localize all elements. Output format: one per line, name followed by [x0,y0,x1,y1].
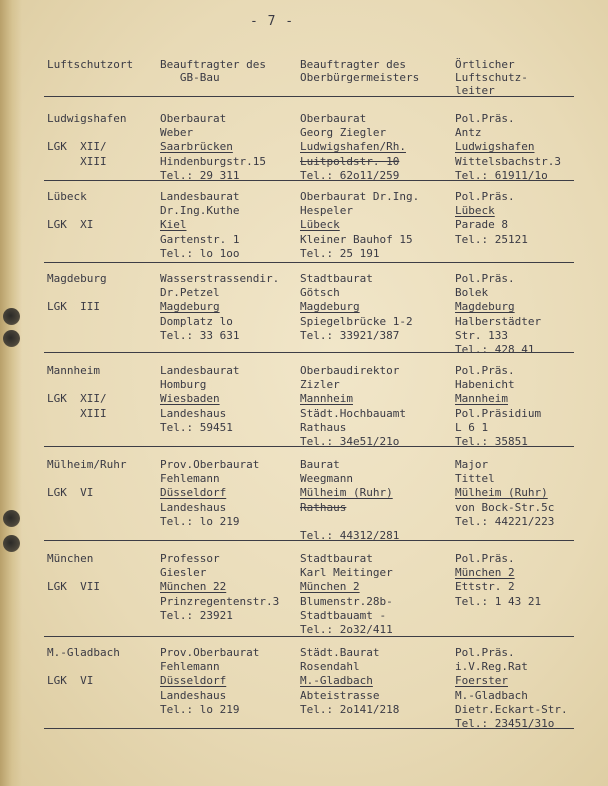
cell-line: Homburg [160,378,207,392]
punch-hole [3,330,20,347]
header-rule [44,96,574,97]
cell-line: Pol.Präs. [455,646,515,659]
cell-lsl [455,364,541,449]
cell-line: Prov.Oberbaurat [160,646,260,659]
cell-line: M.-Gladbach [47,646,120,659]
cell-line: i.V.Reg.Rat [455,660,528,674]
cell-line: Ludwigshafen/Rh. [300,140,406,154]
cell-line: Saarbrücken [160,140,233,154]
cell-line: M.-Gladbach [300,674,373,688]
page-number: - 7 - [250,14,295,29]
cell-line: Rathaus [300,420,347,434]
cell-line: Dietr.Eckart-Str. [455,702,568,716]
cell-line: Tel.: 33921/387 [300,328,400,342]
cell-line: Tel.: 61911/1o [455,168,548,182]
cell-line: Magdeburg [47,272,107,285]
header-luftschutzleiter: Örtlicher Luftschutz- leiter [455,58,528,97]
cell-line: Tel.: 23451/31o [455,717,555,731]
cell-line: Landeshaus [160,406,227,420]
cell-line: Bolek [455,286,489,300]
cell-line: Magdeburg [300,300,360,314]
cell-place [47,552,100,595]
cell-line: Parade 8 [455,218,508,232]
cell-lsl [455,646,568,731]
cell-line: Stadtbaurat [300,552,373,565]
cell-line: von Bock-Str.5c [455,500,555,514]
cell-line [47,286,107,300]
cell-line: Halberstädter [455,314,542,328]
cell-line: Tel.: 34e51/21o [300,435,400,449]
cell-gb-bau [160,272,279,343]
cell-line: LGK XI [47,218,94,232]
cell-gb-bau [160,190,239,261]
cell-ob [300,112,406,183]
cell-line: Ludwigshafen [47,112,127,125]
cell-line [47,566,100,580]
cell-gb-bau [160,552,279,623]
cell-line: LGK VII [47,580,100,594]
cell-place [47,364,107,421]
cell-line: Oberbaurat [300,112,367,125]
cell-line: Tel.: 1 43 21 [455,594,542,608]
cell-line: Tel.: 44312/281 [300,529,400,543]
row-divider [44,352,574,353]
cell-line: XIII [47,154,107,168]
cell-line: Spiegelbrücke 1-2 [300,314,413,328]
cell-line: Str. 133 [455,328,508,342]
cell-line: Rosendahl [300,660,360,674]
cell-line: Wiesbaden [160,392,220,406]
cell-line: Prinzregentenstr.3 [160,594,280,608]
header-oberbuergermeister: Beauftragter des Oberbürgermeisters [300,58,420,84]
cell-lsl [455,272,541,357]
cell-line: Tel.: 29 311 [160,168,240,182]
cell-ob [300,552,393,637]
cell-line: Karl Meitinger [300,566,393,580]
cell-line: LGK VI [47,674,94,688]
cell-ob [300,272,413,343]
cell-line: Lübeck [300,218,340,232]
row-divider [44,446,574,447]
row-divider [44,262,574,263]
cell-gb-bau [160,112,266,183]
cell-line: Tel.: 428 41 [455,343,535,357]
cell-line: Mannheim [455,392,508,406]
cell-place [47,190,93,233]
cell-gb-bau [160,364,239,435]
cell-line: Tel.: lo 1oo [160,246,240,260]
cell-line: Kiel [160,218,187,232]
cell-line: Lübeck [455,204,495,218]
cell-line: Pol.Präs. [455,552,515,565]
cell-line [47,378,107,392]
row-divider [44,540,574,541]
cell-line: Lübeck [47,190,87,203]
cell-line: Weber [160,126,194,140]
cell-place [47,112,126,169]
cell-ob [300,646,399,717]
cell-line: Luitpoldstr. 10 [300,154,400,168]
binding-edge [0,0,22,786]
cell-line: Wasserstrassendir. [160,272,280,285]
cell-line: Tel.: 2o32/411 [300,623,393,637]
cell-line: Hindenburgstr.15 [160,154,266,168]
header-luftschutzort: Luftschutzort [47,58,134,71]
cell-line: Weegmann [300,472,353,486]
cell-line: Ettstr. 2 [455,580,515,594]
cell-line: Tel.: lo 219 [160,514,240,528]
cell-line: Städt.Baurat [300,646,380,659]
cell-line: Pol.Präs. [455,272,515,285]
cell-line: Blumenstr.28b- [300,594,393,608]
cell-line [47,204,93,218]
cell-place [47,458,126,501]
cell-line: Giesler [160,566,207,580]
cell-lsl [455,190,528,247]
cell-line: Foerster [455,674,508,688]
cell-line: Tel.: 35851 [455,435,528,449]
cell-line: Tel.: 33 631 [160,328,240,342]
cell-line: Fehlemann [160,660,220,674]
header-gb-bau: Beauftragter des GB-Bau [160,58,266,84]
cell-line [47,660,120,674]
cell-line: Hespeler [300,204,353,218]
cell-line: Städt.Hochbauamt [300,406,406,420]
cell-line: Pol.Präsidium [455,406,542,420]
punch-hole [3,308,20,325]
cell-line: Gartenstr. 1 [160,232,240,246]
cell-line: Professor [160,552,220,565]
cell-line: XIII [47,406,107,420]
cell-line: Mülheim (Ruhr) [300,486,393,500]
cell-line: Domplatz lo [160,314,233,328]
cell-line: LGK XII/ [47,392,107,406]
row-divider [44,180,574,181]
cell-line: Tel.: 62o11/259 [300,168,400,182]
punch-hole [3,510,20,527]
cell-line: Pol.Präs. [455,112,515,125]
cell-line: Tel.: 44221/223 [455,514,555,528]
cell-line: Düsseldorf [160,486,227,500]
cell-ob [300,364,406,449]
cell-line: Pol.Präs. [455,190,515,203]
cell-line: Landesbaurat [160,190,240,203]
punch-hole [3,535,20,552]
cell-line: Habenicht [455,378,515,392]
cell-line: Tel.: lo 219 [160,702,240,716]
cell-line: Dr.Petzel [160,286,220,300]
cell-place [47,646,120,689]
cell-line: Oberbaurat [160,112,227,125]
cell-line: Pol.Präs. [455,364,515,377]
cell-ob [300,190,419,261]
cell-line: LGK III [47,300,100,314]
cell-line: Mannheim [300,392,353,406]
cell-line: M.-Gladbach [455,688,528,702]
cell-gb-bau [160,646,259,717]
cell-line: Oberbaudirektor [300,364,400,377]
cell-line: Tel.: 23921 [160,608,233,622]
cell-line: L 6 1 [455,420,489,434]
cell-line: Tittel [455,472,495,486]
cell-line: Magdeburg [160,300,220,314]
cell-gb-bau [160,458,259,529]
cell-line: Landeshaus [160,500,227,514]
cell-line: München 2 [455,566,515,580]
row-divider [44,636,574,637]
cell-line: Major [455,458,489,471]
row-divider [44,728,574,729]
cell-line: Tel.: 25 191 [300,246,380,260]
cell-line: Stadtbauamt - [300,608,387,622]
cell-line [300,515,399,529]
cell-line: Tel.: 59451 [160,420,233,434]
cell-line: Mannheim [47,364,100,377]
cell-line: Prov.Oberbaurat [160,458,260,471]
cell-line: Dr.Ing.Kuthe [160,204,240,218]
cell-line: Götsch [300,286,340,300]
cell-line: Fehlemann [160,472,220,486]
cell-lsl [455,458,554,529]
cell-line: Tel.: 25121 [455,232,528,246]
cell-line: München 22 [160,580,227,594]
cell-place [47,272,107,315]
cell-line: Kleiner Bauhof 15 [300,232,413,246]
cell-line: Düsseldorf [160,674,227,688]
cell-line: LGK VI [47,486,94,500]
cell-line: Landeshaus [160,688,227,702]
cell-line [47,126,126,140]
cell-line: Mülheim (Ruhr) [455,486,548,500]
cell-line: LGK XII/ [47,140,107,154]
cell-line [47,472,126,486]
cell-line: Mülheim/Ruhr [47,458,127,471]
cell-line: Ludwigshafen [455,140,535,154]
cell-line: Rathaus [300,500,347,514]
cell-line: Landesbaurat [160,364,240,377]
cell-line: Georg Ziegler [300,126,387,140]
cell-ob [300,458,399,543]
cell-lsl [455,552,541,609]
cell-line: Antz [455,126,482,140]
cell-line: Wittelsbachstr.3 [455,154,561,168]
cell-line: Baurat [300,458,340,471]
cell-line: Abteistrasse [300,688,380,702]
cell-line: München [47,552,94,565]
cell-lsl [455,112,561,183]
cell-line: Magdeburg [455,300,515,314]
cell-line: Zizler [300,378,340,392]
cell-line: Stadtbaurat [300,272,373,285]
cell-line: Tel.: 2o141/218 [300,702,400,716]
cell-line: München 2 [300,580,360,594]
cell-line: Oberbaurat Dr.Ing. [300,190,420,203]
